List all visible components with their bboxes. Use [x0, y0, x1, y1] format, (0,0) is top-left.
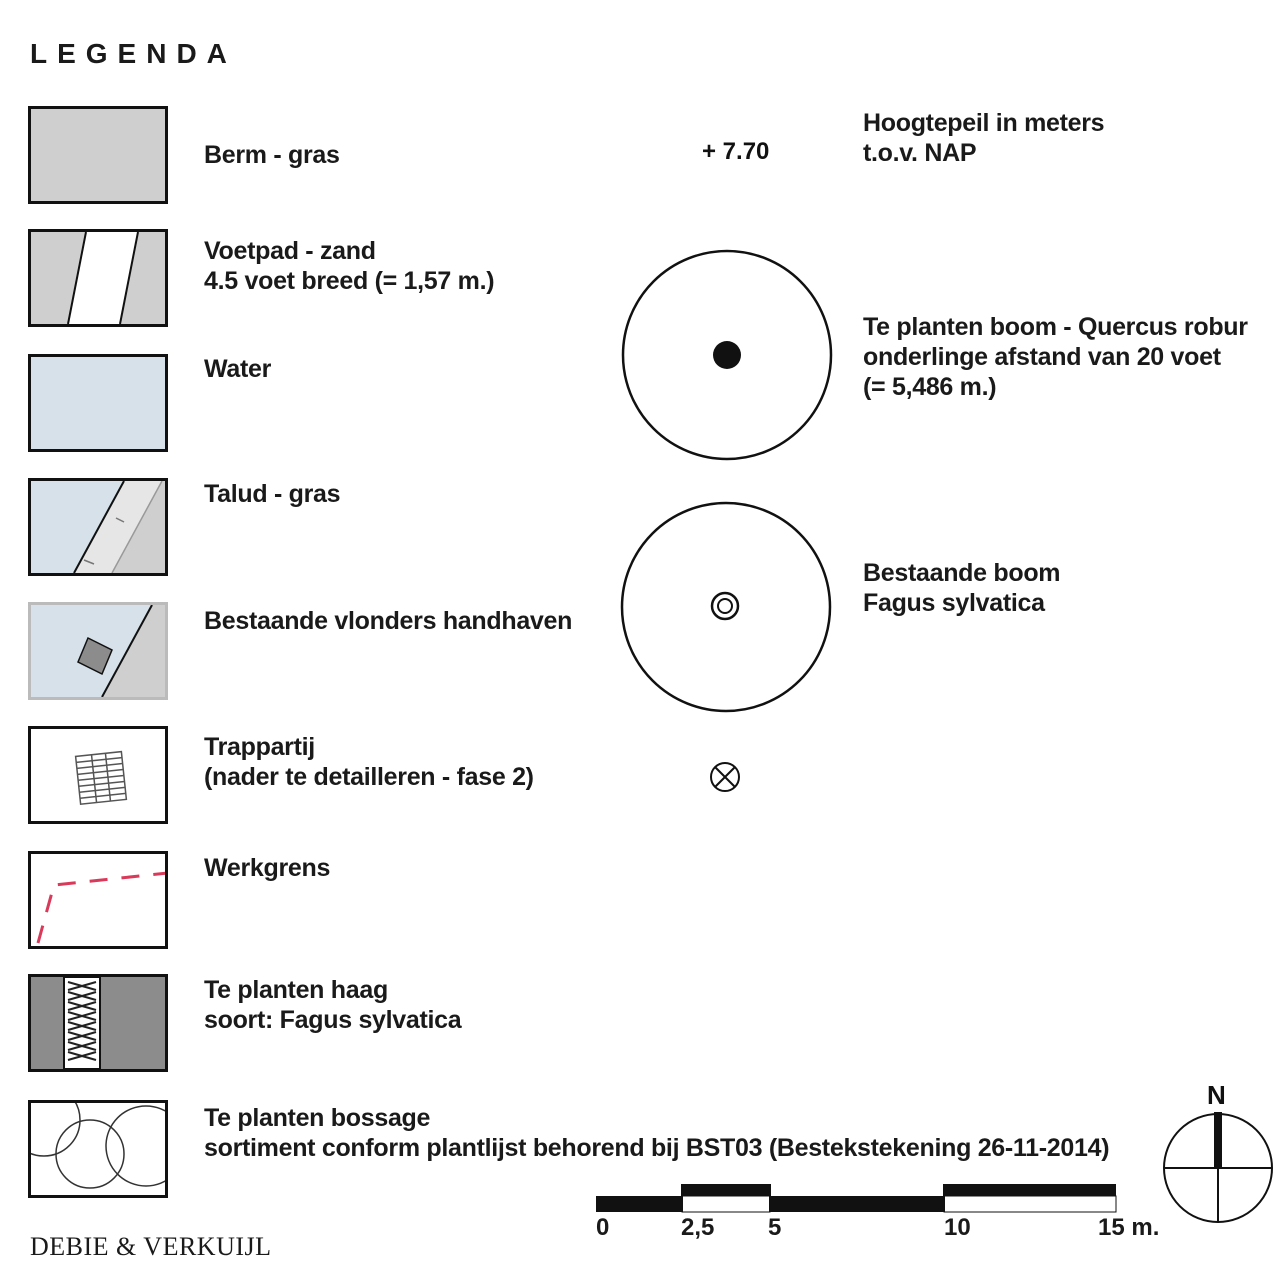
shrubbery-label: Te planten bossage sortiment conform plantlijst behorend bij BST03 (Bestekstekening 26-11-2014)	[204, 1104, 1110, 1162]
boardwalk-swatch	[28, 602, 168, 700]
scale-tick-15: 15 m.	[1098, 1214, 1160, 1241]
scale-tick-0: 0	[596, 1214, 610, 1241]
water-swatch	[28, 354, 168, 452]
shrubbery-swatch	[28, 1100, 168, 1198]
embankment-swatch	[28, 478, 168, 576]
scale-bar	[594, 1180, 1120, 1219]
existing-tree-icon	[619, 500, 833, 719]
existing-tree-label: Bestaande boom Fagus sylvatica	[863, 559, 1061, 617]
embankment-label: Talud - gras	[204, 480, 341, 508]
stairs-label: Trappartij (nader te detailleren - fase 2)	[204, 733, 534, 791]
new-tree-icon	[620, 248, 834, 467]
stairs-swatch	[28, 726, 168, 824]
scale-tick-2-5: 2,5	[681, 1214, 715, 1241]
new-tree-label: Te planten boom - Quercus robur onderlinge afstand van 20 voet (= 5,486 m.)	[863, 313, 1248, 401]
hedge-swatch	[28, 974, 168, 1072]
work-boundary-swatch	[28, 851, 168, 949]
grass-verge-swatch	[28, 106, 168, 204]
scale-tick-5: 5	[768, 1214, 782, 1241]
footpath-label: Voetpad - zand 4.5 voet breed (= 1,57 m.)	[204, 237, 495, 295]
elevation-label: Hoogtepeil in meters t.o.v. NAP	[863, 109, 1105, 167]
grass-verge-label: Berm - gras	[204, 141, 340, 169]
company-logo: DEBIE & VERKUIJL	[30, 1232, 272, 1261]
legend-title: LEGENDA	[30, 38, 237, 69]
water-label: Water	[204, 355, 272, 383]
north-label: N	[1207, 1080, 1226, 1110]
footpath-swatch	[28, 229, 168, 327]
crossed-circle-icon	[708, 760, 742, 799]
work-boundary-label: Werkgrens	[204, 854, 331, 882]
elevation-value: + 7.70	[702, 138, 770, 165]
boardwalk-label: Bestaande vlonders handhaven	[204, 607, 573, 635]
scale-tick-10: 10	[944, 1214, 971, 1241]
north-arrow-icon	[1160, 1110, 1276, 1231]
hedge-label: Te planten haag soort: Fagus sylvatica	[204, 976, 462, 1034]
